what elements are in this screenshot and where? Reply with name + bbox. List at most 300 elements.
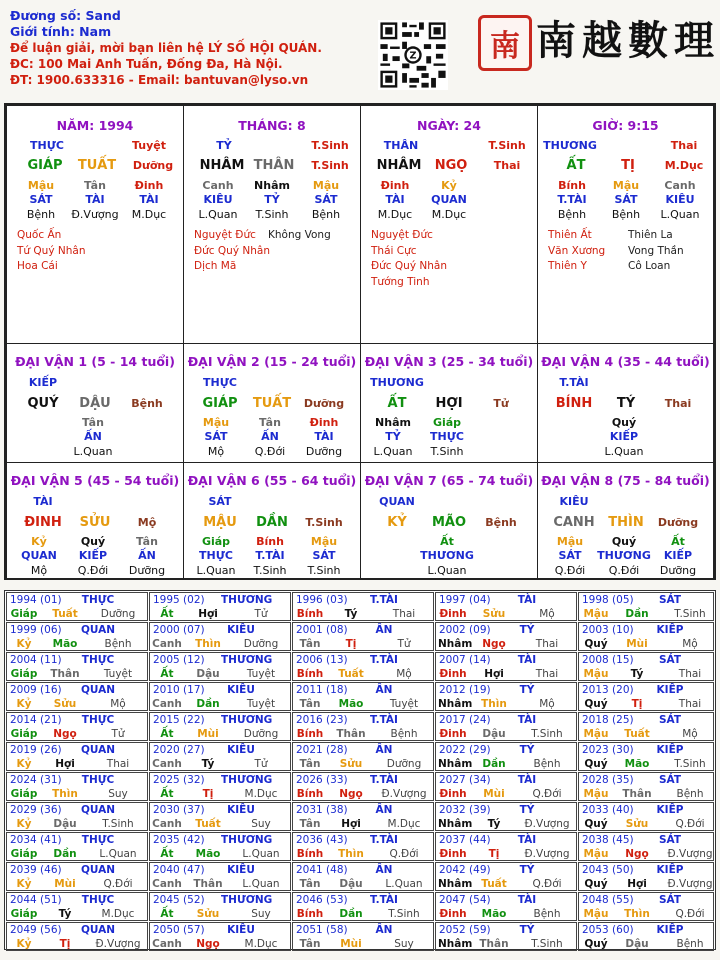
hidden-stem: Đinh bbox=[380, 179, 410, 192]
dai-van-cell bbox=[183, 462, 361, 580]
year-stage: Tử bbox=[254, 608, 268, 620]
year-stage: Đ.Vượng bbox=[667, 878, 713, 890]
year-stem: Giáp bbox=[10, 788, 38, 800]
year-star: SÁT bbox=[658, 894, 682, 906]
dai-van-branch: DẦN bbox=[256, 515, 288, 530]
year-label: 2016 (23) bbox=[296, 714, 348, 726]
shensha-item: Nguyệt Đức bbox=[194, 229, 256, 241]
hidden-star: SÁT bbox=[312, 549, 336, 562]
year-branch: Thìn bbox=[338, 848, 364, 860]
year-star: QUAN bbox=[80, 624, 116, 636]
year-label: 2007 (14) bbox=[439, 654, 491, 666]
hidden-star: TÀI bbox=[385, 193, 405, 206]
year-star: THỰC bbox=[81, 714, 115, 726]
hidden-stage: M.Dục bbox=[431, 208, 467, 221]
year-branch: Mão bbox=[52, 638, 78, 650]
year-branch: Tý bbox=[201, 758, 215, 770]
shensha-item: Vong Thần bbox=[628, 244, 684, 257]
dai-van-branch: HỢI bbox=[435, 396, 463, 411]
phone-email-line: ĐT: 1900.633316 - Email: bantuvan@lyso.vn bbox=[10, 73, 309, 87]
year-branch: Dậu bbox=[625, 938, 649, 950]
hidden-stem: Canh bbox=[664, 179, 696, 192]
year-stage: M.Dục bbox=[387, 818, 421, 830]
year-stage: Mộ bbox=[682, 728, 698, 740]
year-cell bbox=[6, 772, 148, 801]
shensha-item: Cô Loan bbox=[628, 260, 671, 272]
hidden-stage: Dưỡng bbox=[128, 564, 166, 577]
shensha-list-a bbox=[548, 228, 605, 275]
year-stage: Bệnh bbox=[533, 758, 561, 770]
year-branch: Tý bbox=[58, 908, 72, 920]
year-cell bbox=[435, 652, 577, 681]
year-stage: Mộ bbox=[110, 698, 126, 710]
year-branch: Tuất bbox=[338, 668, 364, 680]
year-label: 2037 (44) bbox=[439, 834, 491, 846]
pillar-star-left: THƯƠNG bbox=[543, 139, 597, 152]
year-star: KIẾP bbox=[656, 864, 684, 876]
year-label: 2031 (38) bbox=[296, 804, 348, 816]
year-stem: Đinh bbox=[439, 668, 467, 680]
brand-logo bbox=[478, 12, 720, 74]
dai-van-star: THƯƠNG bbox=[370, 376, 424, 389]
hidden-star: THỰC bbox=[430, 430, 464, 443]
year-cell bbox=[149, 712, 291, 741]
year-label: 2039 (46) bbox=[10, 864, 62, 876]
year-branch: Dậu bbox=[53, 818, 77, 830]
dai-van-branch: SỬU bbox=[79, 515, 111, 530]
year-label: 2034 (41) bbox=[10, 834, 62, 846]
year-cell bbox=[435, 862, 577, 891]
year-label: 2019 (26) bbox=[10, 744, 62, 756]
year-label: 2006 (13) bbox=[296, 654, 348, 666]
hidden-stem: Tân bbox=[84, 179, 106, 192]
year-cell bbox=[292, 592, 434, 621]
year-branch: Dần bbox=[53, 848, 77, 860]
year-label: 1994 (01) bbox=[10, 594, 62, 606]
year-stage: Tuyệt bbox=[246, 698, 276, 710]
contact-line: Để luận giải, mời bạn liên hệ LÝ SỐ HỘI QUÁN. bbox=[10, 41, 322, 55]
dai-van-stage: Mộ bbox=[137, 516, 157, 529]
year-stage: Bệnh bbox=[533, 908, 561, 920]
year-label: 1998 (05) bbox=[582, 594, 634, 606]
hidden-star: T.TÀI bbox=[557, 193, 587, 206]
year-star: THƯƠNG bbox=[221, 714, 273, 726]
hidden-stem: Bính bbox=[558, 179, 586, 192]
year-stem: Bính bbox=[296, 728, 324, 740]
dai-van-cell bbox=[537, 343, 714, 463]
dai-van-star: KIÊU bbox=[559, 495, 589, 508]
year-label: 2001 (08) bbox=[296, 624, 348, 636]
year-stage: Q.Đới bbox=[675, 818, 705, 830]
year-label: 2043 (50) bbox=[582, 864, 634, 876]
year-cell bbox=[6, 682, 148, 711]
year-cell bbox=[292, 712, 434, 741]
hidden-stem: Quý bbox=[611, 535, 637, 548]
hidden-stage: Bệnh bbox=[557, 208, 587, 221]
year-stem: Giáp bbox=[10, 728, 38, 740]
pillar-title: GIỜ: 9:15 bbox=[592, 118, 659, 133]
year-cell bbox=[6, 712, 148, 741]
shensha-item: Tướng Tinh bbox=[371, 275, 430, 288]
year-star: KIẾP bbox=[656, 804, 684, 816]
pillar-title: NGÀY: 24 bbox=[417, 118, 481, 133]
hidden-stem: Mậu bbox=[312, 179, 340, 192]
year-cell bbox=[435, 682, 577, 711]
year-stage: T.Sinh bbox=[674, 758, 706, 770]
dai-van-branch: THÌN bbox=[608, 515, 644, 530]
year-branch: Hợi bbox=[627, 878, 647, 890]
pillar-title: THÁNG: 8 bbox=[238, 118, 306, 133]
year-stage: Q.Đới bbox=[532, 788, 562, 800]
year-stage: Đ.Vượng bbox=[95, 938, 141, 950]
hidden-star: T.TÀI bbox=[255, 549, 285, 562]
year-label: 2045 (52) bbox=[153, 894, 205, 906]
year-stem: Nhâm bbox=[438, 758, 473, 770]
shensha-item: Quốc Ấn bbox=[17, 229, 62, 241]
hidden-stage: Đ.Vượng bbox=[71, 208, 119, 221]
year-stage: M.Dục bbox=[101, 908, 135, 920]
year-star: TỶ bbox=[519, 684, 535, 696]
hidden-stage: Mộ bbox=[207, 445, 225, 458]
hidden-stem: Kỷ bbox=[31, 535, 47, 548]
shensha-item: Dịch Mã bbox=[194, 260, 237, 272]
hidden-star: KIÊU bbox=[203, 193, 233, 206]
year-star: THƯƠNG bbox=[221, 894, 273, 906]
year-stem: Ất bbox=[160, 848, 174, 860]
year-stem: Kỷ bbox=[16, 878, 32, 890]
year-branch: Sửu bbox=[196, 908, 220, 920]
hidden-star: QUAN bbox=[431, 193, 467, 206]
year-stage: T.Sinh bbox=[388, 908, 420, 920]
year-stem: Canh bbox=[152, 638, 182, 650]
year-label: 2052 (59) bbox=[439, 924, 491, 936]
year-stage: Tử bbox=[397, 638, 411, 650]
year-branch: Hợi bbox=[484, 668, 504, 680]
year-label: 2003 (10) bbox=[582, 624, 634, 636]
year-stage: Bệnh bbox=[390, 728, 418, 740]
year-label: 2048 (55) bbox=[582, 894, 634, 906]
chart-grid bbox=[4, 103, 716, 580]
year-cell bbox=[435, 622, 577, 651]
year-stem: Quý bbox=[584, 818, 608, 830]
year-branch: Tị bbox=[202, 788, 214, 800]
year-stage: Mộ bbox=[539, 608, 555, 620]
pillar-stem: GIÁP bbox=[27, 158, 63, 173]
year-branch: Mão bbox=[338, 698, 364, 710]
year-stage: Tử bbox=[111, 728, 125, 740]
year-star: QUAN bbox=[80, 744, 116, 756]
dai-van-stage: Bệnh bbox=[485, 516, 517, 529]
year-stem: Mậu bbox=[583, 668, 609, 680]
year-branch: Mùi bbox=[483, 788, 505, 800]
year-stage: Dưỡng bbox=[243, 728, 279, 740]
year-stage: Q.Đới bbox=[532, 878, 562, 890]
year-stem: Tân bbox=[299, 818, 321, 830]
year-star: ẤN bbox=[375, 624, 393, 636]
year-stage: Tuyệt bbox=[246, 668, 276, 680]
year-star: T.TÀI bbox=[370, 594, 398, 606]
year-branch: Thìn bbox=[481, 698, 507, 710]
year-branch: Thìn bbox=[195, 638, 221, 650]
year-star: KIÊU bbox=[227, 804, 255, 816]
year-cell bbox=[435, 742, 577, 771]
year-star: T.TÀI bbox=[370, 894, 398, 906]
year-star: QUAN bbox=[80, 684, 116, 696]
dai-van-stage: T.Sinh bbox=[305, 516, 343, 529]
year-branch: Ngọ bbox=[196, 938, 220, 950]
year-star: THƯƠNG bbox=[221, 594, 273, 606]
year-star: SÁT bbox=[658, 774, 682, 786]
year-label: 2000 (07) bbox=[153, 624, 205, 636]
year-stem: Kỷ bbox=[16, 818, 32, 830]
year-stem: Nhâm bbox=[438, 638, 473, 650]
year-cell bbox=[578, 712, 714, 741]
shensha-item: Không Vong bbox=[268, 229, 331, 241]
year-cell bbox=[292, 892, 434, 921]
year-stem: Giáp bbox=[10, 608, 38, 620]
year-stage: L.Quan bbox=[385, 878, 423, 890]
hidden-star: THƯƠNG bbox=[597, 549, 651, 562]
year-branch: Ngọ bbox=[53, 728, 77, 740]
pillar-branch: TUẤT bbox=[77, 158, 117, 173]
year-stem: Nhâm bbox=[438, 698, 473, 710]
year-cell bbox=[578, 772, 714, 801]
hidden-stem: Quý bbox=[80, 535, 106, 548]
year-stage: L.Quan bbox=[242, 878, 280, 890]
dai-van-title: ĐẠI VẬN 3 (25 - 34 tuổi) bbox=[364, 354, 534, 369]
year-stage: Q.Đới bbox=[389, 848, 419, 860]
year-star: TỶ bbox=[519, 804, 535, 816]
pillar-stage: Dưỡng bbox=[132, 159, 174, 172]
year-stage: Đ.Vượng bbox=[667, 848, 713, 860]
hidden-stem: Mậu bbox=[202, 416, 230, 429]
hidden-stage: Bệnh bbox=[311, 208, 341, 221]
hidden-stage: L.Quan bbox=[196, 564, 236, 577]
year-label: 2044 (51) bbox=[10, 894, 62, 906]
year-cell bbox=[149, 802, 291, 831]
year-stem: Kỷ bbox=[16, 938, 32, 950]
year-cell bbox=[292, 922, 434, 951]
hidden-stem: Quý bbox=[611, 416, 637, 429]
hidden-star: TỶ bbox=[385, 430, 401, 443]
year-branch: Dậu bbox=[196, 668, 220, 680]
hidden-stem: Canh bbox=[202, 179, 234, 192]
year-stem: Nhâm bbox=[438, 938, 473, 950]
year-branch: Ngọ bbox=[482, 638, 506, 650]
hidden-stage: M.Dục bbox=[131, 208, 167, 221]
year-star: KIẾP bbox=[656, 624, 684, 636]
year-star: THỰC bbox=[81, 594, 115, 606]
year-stem: Bính bbox=[296, 788, 324, 800]
year-stem: Bính bbox=[296, 848, 324, 860]
year-label: 2035 (42) bbox=[153, 834, 205, 846]
year-label: 2042 (49) bbox=[439, 864, 491, 876]
year-star: T.TÀI bbox=[370, 774, 398, 786]
hidden-stage: L.Quan bbox=[427, 564, 467, 577]
year-stem: Ất bbox=[160, 788, 174, 800]
year-stage: T.Sinh bbox=[531, 938, 563, 950]
year-stem: Giáp bbox=[10, 908, 38, 920]
year-label: 2004 (11) bbox=[10, 654, 62, 666]
year-cell bbox=[292, 652, 434, 681]
year-label: 1995 (02) bbox=[153, 594, 205, 606]
hidden-star: KIẾP bbox=[78, 549, 108, 562]
hidden-star: THƯƠNG bbox=[420, 549, 474, 562]
hidden-stem: Giáp bbox=[432, 416, 462, 429]
dai-van-cell bbox=[6, 343, 184, 463]
year-cell bbox=[6, 802, 148, 831]
hidden-star: ẤN bbox=[84, 430, 102, 443]
hidden-stage: M.Dục bbox=[377, 208, 413, 221]
year-stage: Thai bbox=[106, 758, 130, 770]
year-stem: Ất bbox=[160, 728, 174, 740]
dai-van-star: QUAN bbox=[379, 495, 415, 508]
dai-van-cell bbox=[360, 343, 538, 463]
year-cell bbox=[149, 892, 291, 921]
year-cell bbox=[435, 712, 577, 741]
shensha-list-a bbox=[17, 228, 85, 275]
pillar-star-right: Thai bbox=[670, 139, 698, 152]
hidden-stem: Mậu bbox=[27, 179, 55, 192]
hidden-stage: Dưỡng bbox=[659, 564, 697, 577]
hidden-stage: Q.Đới bbox=[77, 564, 109, 577]
shensha-item: Hoa Cái bbox=[17, 260, 58, 272]
year-stage: Suy bbox=[251, 908, 271, 920]
hidden-stage: T.Sinh bbox=[255, 208, 289, 221]
shensha-list-a bbox=[371, 228, 447, 290]
year-star: ẤN bbox=[375, 864, 393, 876]
year-stem: Bính bbox=[296, 668, 324, 680]
year-stage: Suy bbox=[251, 818, 271, 830]
year-stage: Thai bbox=[535, 638, 559, 650]
dai-van-star: KIẾP bbox=[28, 376, 58, 389]
year-star: THỰC bbox=[81, 654, 115, 666]
year-stem: Giáp bbox=[10, 848, 38, 860]
shensha-item: Thái Cực bbox=[371, 244, 417, 257]
year-stage: Tuyệt bbox=[389, 698, 419, 710]
year-branch: Mùi bbox=[54, 878, 76, 890]
year-cell bbox=[435, 802, 577, 831]
year-cell bbox=[149, 832, 291, 861]
year-stem: Quý bbox=[584, 638, 608, 650]
year-stage: Mộ bbox=[539, 698, 555, 710]
pillar-star-right: T.Sinh bbox=[311, 139, 349, 152]
hidden-star: KIẾP bbox=[663, 549, 693, 562]
dai-van-star: T.TÀI bbox=[559, 376, 589, 389]
annual-table bbox=[4, 590, 716, 950]
year-star: QUAN bbox=[80, 804, 116, 816]
year-star: KIÊU bbox=[227, 924, 255, 936]
hidden-star: QUAN bbox=[21, 549, 57, 562]
year-cell bbox=[149, 742, 291, 771]
year-cell bbox=[6, 832, 148, 861]
year-stage: M.Dục bbox=[244, 938, 278, 950]
dai-van-branch: TUẤT bbox=[252, 396, 292, 411]
year-stage: Tử bbox=[254, 758, 268, 770]
shensha-list-b bbox=[628, 228, 684, 275]
year-cell bbox=[149, 652, 291, 681]
year-star: THƯƠNG bbox=[221, 654, 273, 666]
year-cell bbox=[149, 622, 291, 651]
hidden-stem: Tân bbox=[259, 416, 281, 429]
year-label: 2008 (15) bbox=[582, 654, 634, 666]
dai-van-stem: GIÁP bbox=[202, 396, 238, 411]
year-cell bbox=[6, 922, 148, 951]
shensha-list-b bbox=[268, 228, 331, 244]
year-stem: Kỷ bbox=[16, 698, 32, 710]
year-star: THƯƠNG bbox=[221, 834, 273, 846]
year-stem: Mậu bbox=[583, 788, 609, 800]
year-label: 2053 (60) bbox=[582, 924, 634, 936]
year-stage: Bệnh bbox=[676, 938, 704, 950]
year-stage: Thai bbox=[678, 668, 702, 680]
year-star: KIÊU bbox=[227, 864, 255, 876]
pillar-star-left: TỶ bbox=[216, 139, 232, 152]
year-cell bbox=[292, 622, 434, 651]
year-cell bbox=[6, 742, 148, 771]
dai-van-branch: DẬU bbox=[79, 396, 111, 411]
owner-name: Đương số: Sand bbox=[10, 8, 121, 23]
year-stem: Ất bbox=[160, 668, 174, 680]
year-stage: Mộ bbox=[682, 638, 698, 650]
year-label: 1999 (06) bbox=[10, 624, 62, 636]
dai-van-stage: Thai bbox=[664, 397, 692, 410]
hidden-stage: T.Sinh bbox=[307, 564, 341, 577]
hidden-stage: L.Quan bbox=[604, 445, 644, 458]
year-stem: Mậu bbox=[583, 608, 609, 620]
hidden-stem: Mậu bbox=[556, 535, 584, 548]
year-stage: Thai bbox=[535, 668, 559, 680]
year-stem: Giáp bbox=[10, 668, 38, 680]
year-label: 2018 (25) bbox=[582, 714, 634, 726]
year-stage: Q.Đới bbox=[103, 878, 133, 890]
year-branch: Ngọ bbox=[339, 788, 363, 800]
year-label: 2030 (37) bbox=[153, 804, 205, 816]
year-star: SÁT bbox=[658, 714, 682, 726]
pillar-stage: Thai bbox=[493, 159, 521, 172]
year-star: TÀI bbox=[517, 894, 537, 906]
dai-van-stem: KỶ bbox=[387, 515, 407, 530]
shensha-item: Thiên La bbox=[628, 229, 673, 241]
dai-van-stage: Bệnh bbox=[131, 397, 163, 410]
year-branch: Tị bbox=[59, 938, 71, 950]
qr-code-icon bbox=[378, 20, 448, 90]
year-branch: Mão bbox=[195, 848, 221, 860]
year-stem: Bính bbox=[296, 908, 324, 920]
year-cell bbox=[6, 862, 148, 891]
year-label: 2029 (36) bbox=[10, 804, 62, 816]
year-stem: Canh bbox=[152, 758, 182, 770]
year-stem: Tân bbox=[299, 758, 321, 770]
year-star: QUAN bbox=[80, 864, 116, 876]
year-stem: Tân bbox=[299, 878, 321, 890]
year-star: ẤN bbox=[375, 744, 393, 756]
dai-van-stem: ĐINH bbox=[24, 515, 62, 530]
year-cell bbox=[6, 892, 148, 921]
hidden-stem: Ất bbox=[671, 535, 685, 548]
pillar-cell bbox=[360, 105, 538, 344]
year-label: 2022 (29) bbox=[439, 744, 491, 756]
year-star: T.TÀI bbox=[370, 654, 398, 666]
year-label: 2011 (18) bbox=[296, 684, 348, 696]
hidden-stem: Tân bbox=[82, 416, 104, 429]
year-branch: Ngọ bbox=[625, 848, 649, 860]
year-cell bbox=[6, 652, 148, 681]
year-star: ẤN bbox=[375, 684, 393, 696]
year-branch: Tuất bbox=[624, 728, 650, 740]
dai-van-star: TÀI bbox=[33, 495, 53, 508]
red-seal-stamp: 南 bbox=[478, 15, 532, 71]
